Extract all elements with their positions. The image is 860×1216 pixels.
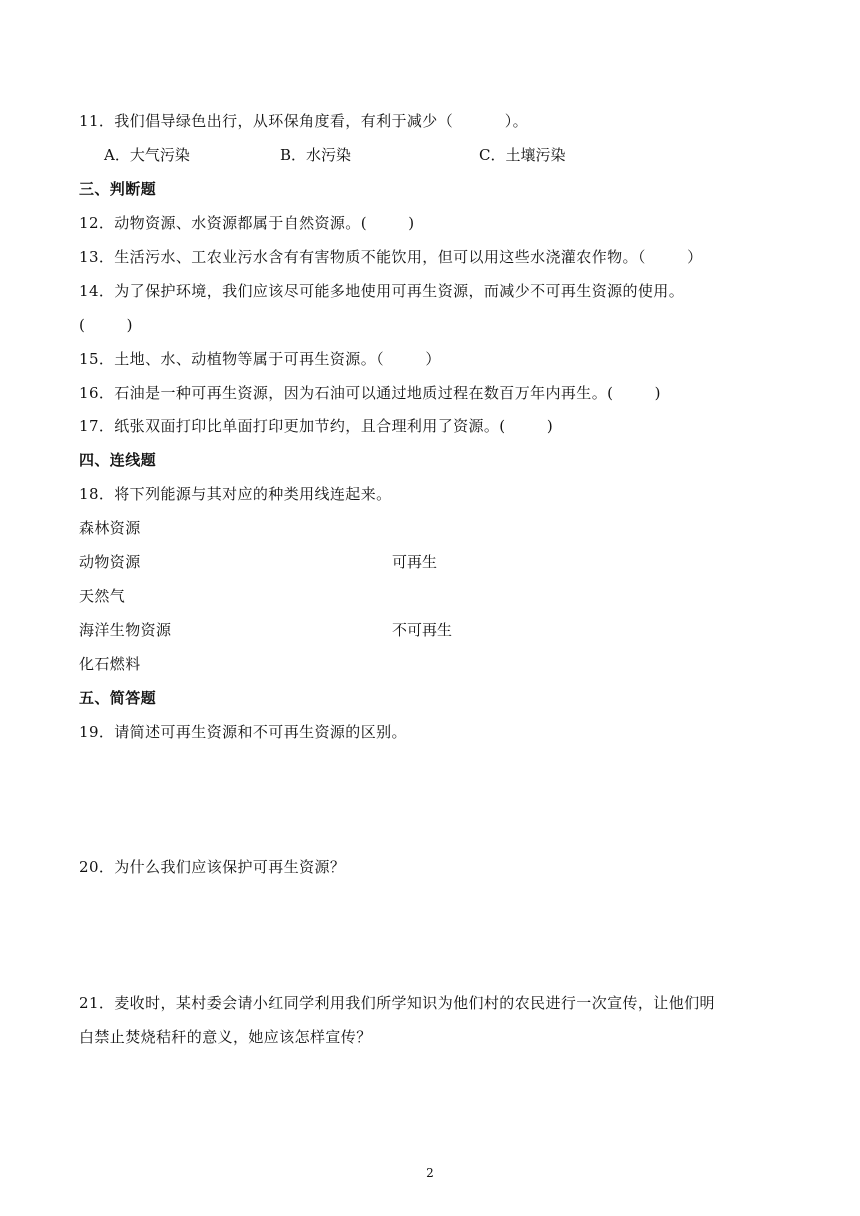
match-left-item: 森林资源 (79, 519, 141, 537)
q19: 19．请简述可再生资源和不可再生资源的区别。 (79, 723, 407, 741)
q15: 15．土地、水、动植物等属于可再生资源。（ ） (79, 350, 441, 368)
q13: 13．生活污水、工农业污水含有有害物质不能饮用，但可以用这些水浇灌农作物。（ ） (79, 248, 703, 266)
match-left-item: 动物资源 (79, 553, 141, 571)
q21-line1: 21．麦收时，某村委会请小红同学利用我们所学知识为他们村的农民进行一次宣传，让他们明 (79, 994, 715, 1012)
page-number: 2 (426, 1166, 434, 1180)
q17: 17．纸张双面打印比单面打印更加节约，且合理利用了资源。( ) (79, 417, 554, 435)
q11-option-c: C．土壤污染 (479, 146, 566, 164)
q20: 20．为什么我们应该保护可再生资源？ (79, 858, 346, 876)
q12: 12．动物资源、水资源都属于自然资源。( ) (79, 214, 415, 232)
match-right-item: 不可再生 (392, 621, 453, 639)
section-heading-short-answer: 五、简答题 (79, 689, 157, 707)
section-heading-judgement: 三、判断题 (79, 180, 157, 198)
q11-option-a: A．大气污染 (104, 146, 190, 164)
match-left-item: 海洋生物资源 (79, 621, 172, 639)
q16: 16．石油是一种可再生资源，因为石油可以通过地质过程在数百万年内再生。( ) (79, 384, 661, 402)
q21-line2: 白禁止焚烧秸秆的意义，她应该怎样宣传？ (79, 1028, 372, 1046)
q11-option-b: B．水污染 (280, 146, 352, 164)
q14-line2: ( ) (79, 316, 133, 334)
match-right-item: 可再生 (392, 553, 438, 571)
q14-line1: 14．为了保护环境，我们应该尽可能多地使用可再生资源，而减少不可再生资源的使用。 (79, 282, 685, 300)
match-left-item: 天然气 (79, 587, 126, 605)
section-heading-matching: 四、连线题 (79, 451, 157, 469)
q18: 18．将下列能源与其对应的种类用线连起来。 (79, 485, 392, 503)
q11-stem: 11．我们倡导绿色出行，从环保角度看，有利于减少（ ）。 (79, 112, 529, 130)
match-left-item: 化石燃料 (79, 655, 141, 673)
